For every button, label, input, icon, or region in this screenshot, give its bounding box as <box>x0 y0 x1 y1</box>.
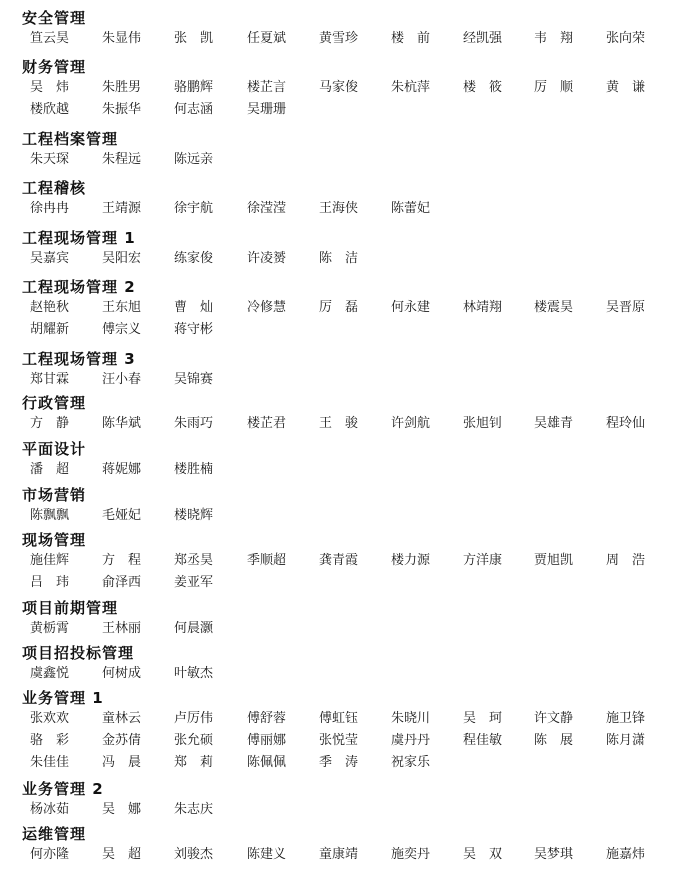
member-name: 方 静 <box>30 416 70 431</box>
member-name: 傅舒蓉 <box>247 711 287 726</box>
member-name: 厉 磊 <box>319 300 359 315</box>
member-name: 王东旭 <box>102 300 142 315</box>
department-title: 工程现场管理 3 <box>22 350 136 368</box>
department-title: 项目招投标管理 <box>22 644 135 662</box>
member-name: 傅宗义 <box>102 322 142 337</box>
member-name: 冯 晨 <box>102 755 142 770</box>
member-name: 季 涛 <box>319 755 359 770</box>
member-name: 程玲仙 <box>606 416 646 431</box>
member-name: 徐滢滢 <box>247 201 287 216</box>
member-name: 骆鹏辉 <box>174 80 214 95</box>
member-name: 楼 前 <box>391 31 431 46</box>
member-name: 何永建 <box>391 300 431 315</box>
department-title: 业务管理 1 <box>22 689 104 707</box>
member-name: 经凯强 <box>463 31 503 46</box>
member-name: 郑甘霖 <box>30 372 70 387</box>
member-name: 骆 彩 <box>30 733 70 748</box>
member-name: 吴 双 <box>463 847 503 862</box>
member-name: 吴阳宏 <box>102 251 142 266</box>
member-name: 徐冉冉 <box>30 201 70 216</box>
member-name: 吴 超 <box>102 847 142 862</box>
member-name: 施嘉炜 <box>606 847 646 862</box>
member-name: 虞鑫悦 <box>30 666 70 681</box>
member-name: 刘骏杰 <box>174 847 214 862</box>
department-title: 项目前期管理 <box>22 599 119 617</box>
member-name: 林靖翔 <box>463 300 503 315</box>
member-name: 郑丞昊 <box>174 553 214 568</box>
member-name: 朱杭萍 <box>391 80 431 95</box>
member-name: 曹 灿 <box>174 300 214 315</box>
member-name: 杨冰茹 <box>30 802 70 817</box>
member-name: 张向荣 <box>606 31 646 46</box>
member-name: 练家俊 <box>174 251 214 266</box>
member-name: 笪云昊 <box>30 31 70 46</box>
member-name: 吴锦赛 <box>174 372 214 387</box>
member-name: 吴梦琪 <box>534 847 574 862</box>
member-name: 张欢欢 <box>30 711 70 726</box>
member-name: 厉 顺 <box>534 80 574 95</box>
member-name: 陈月潇 <box>606 733 646 748</box>
member-name: 吴 娜 <box>102 802 142 817</box>
department-title: 工程现场管理 2 <box>22 278 136 296</box>
member-name: 俞泽西 <box>102 575 142 590</box>
member-name: 朱雨巧 <box>174 416 214 431</box>
member-name: 姜亚军 <box>174 575 214 590</box>
member-name: 许剑航 <box>391 416 431 431</box>
member-name: 朱显伟 <box>102 31 142 46</box>
member-name: 童林云 <box>102 711 142 726</box>
member-name: 朱佳佳 <box>30 755 70 770</box>
member-name: 施奕丹 <box>391 847 431 862</box>
member-name: 金苏倩 <box>102 733 142 748</box>
member-name: 赵艳秋 <box>30 300 70 315</box>
member-name: 潘 超 <box>30 462 70 477</box>
department-title: 行政管理 <box>22 394 87 412</box>
department-title: 运维管理 <box>22 825 87 843</box>
member-name: 许文静 <box>534 711 574 726</box>
member-name: 陈建义 <box>247 847 287 862</box>
member-name: 吴晋原 <box>606 300 646 315</box>
member-name: 汪小春 <box>102 372 142 387</box>
member-name: 徐宇航 <box>174 201 214 216</box>
member-name: 韦 翔 <box>534 31 574 46</box>
member-name: 朱晓川 <box>391 711 431 726</box>
department-title: 安全管理 <box>22 9 87 27</box>
member-name: 黄雪珍 <box>319 31 359 46</box>
member-name: 吕 玮 <box>30 575 70 590</box>
member-name: 王海侠 <box>319 201 359 216</box>
member-name: 黄 谦 <box>606 80 646 95</box>
member-name: 傅丽娜 <box>247 733 287 748</box>
member-name: 施卫锋 <box>606 711 646 726</box>
member-name: 周 浩 <box>606 553 646 568</box>
member-name: 何志涵 <box>174 102 214 117</box>
department-title: 业务管理 2 <box>22 780 104 798</box>
member-name: 张允硕 <box>174 733 214 748</box>
member-name: 任夏斌 <box>247 31 287 46</box>
member-name: 陈蕾妃 <box>391 201 431 216</box>
member-name: 吴嘉宾 <box>30 251 70 266</box>
member-name: 方 程 <box>102 553 142 568</box>
member-name: 蒋守彬 <box>174 322 214 337</box>
member-name: 朱程远 <box>102 152 142 167</box>
member-name: 程佳敏 <box>463 733 503 748</box>
member-name: 冷修慧 <box>247 300 287 315</box>
member-name: 龚青霞 <box>319 553 359 568</box>
member-name: 陈佩佩 <box>247 755 287 770</box>
member-name: 毛娅妃 <box>102 508 142 523</box>
department-title: 工程稽核 <box>22 179 87 197</box>
member-name: 蒋妮娜 <box>102 462 142 477</box>
member-name: 张 凯 <box>174 31 214 46</box>
member-name: 方洋康 <box>463 553 503 568</box>
member-name: 祝家乐 <box>391 755 431 770</box>
member-name: 吴雄青 <box>534 416 574 431</box>
member-name: 何树成 <box>102 666 142 681</box>
member-name: 朱志庆 <box>174 802 214 817</box>
member-name: 楼芷君 <box>247 416 287 431</box>
member-name: 卢厉伟 <box>174 711 214 726</box>
member-name: 施佳辉 <box>30 553 70 568</box>
member-name: 叶敏杰 <box>174 666 214 681</box>
member-name: 陈 洁 <box>319 251 359 266</box>
member-name: 张悦莹 <box>319 733 359 748</box>
member-name: 胡耀新 <box>30 322 70 337</box>
member-name: 何晨灏 <box>174 621 214 636</box>
member-name: 楼胜楠 <box>174 462 214 477</box>
member-name: 朱胜男 <box>102 80 142 95</box>
member-name: 虞丹丹 <box>391 733 431 748</box>
member-name: 楼欣越 <box>30 102 70 117</box>
member-name: 吴 珂 <box>463 711 503 726</box>
member-name: 王靖源 <box>102 201 142 216</box>
department-title: 现场管理 <box>22 531 87 549</box>
member-name: 楼晓辉 <box>174 508 214 523</box>
member-name: 马家俊 <box>319 80 359 95</box>
member-name: 王 骏 <box>319 416 359 431</box>
member-name: 陈华斌 <box>102 416 142 431</box>
member-name: 郑 莉 <box>174 755 214 770</box>
member-name: 楼 筱 <box>463 80 503 95</box>
department-title: 工程档案管理 <box>22 130 119 148</box>
member-name: 朱天琛 <box>30 152 70 167</box>
member-name: 吴珊珊 <box>247 102 287 117</box>
member-name: 楼震昊 <box>534 300 574 315</box>
member-name: 王林丽 <box>102 621 142 636</box>
member-name: 陈飘飘 <box>30 508 70 523</box>
member-name: 季顺超 <box>247 553 287 568</box>
member-name: 陈远亲 <box>174 152 214 167</box>
member-name: 吴 炜 <box>30 80 70 95</box>
member-name: 朱振华 <box>102 102 142 117</box>
member-name: 傅虹钰 <box>319 711 359 726</box>
member-name: 黄栃霄 <box>30 621 70 636</box>
department-title: 财务管理 <box>22 58 87 76</box>
member-name: 童康靖 <box>319 847 359 862</box>
member-name: 张旭钊 <box>463 416 503 431</box>
member-name: 楼芷言 <box>247 80 287 95</box>
member-name: 何亦隆 <box>30 847 70 862</box>
department-title: 市场营销 <box>22 486 87 504</box>
member-name: 许凌赟 <box>247 251 287 266</box>
member-name: 贾旭凯 <box>534 553 574 568</box>
department-title: 平面设计 <box>22 440 87 458</box>
department-title: 工程现场管理 1 <box>22 229 136 247</box>
member-name: 楼力源 <box>391 553 431 568</box>
member-name: 陈 展 <box>534 733 574 748</box>
